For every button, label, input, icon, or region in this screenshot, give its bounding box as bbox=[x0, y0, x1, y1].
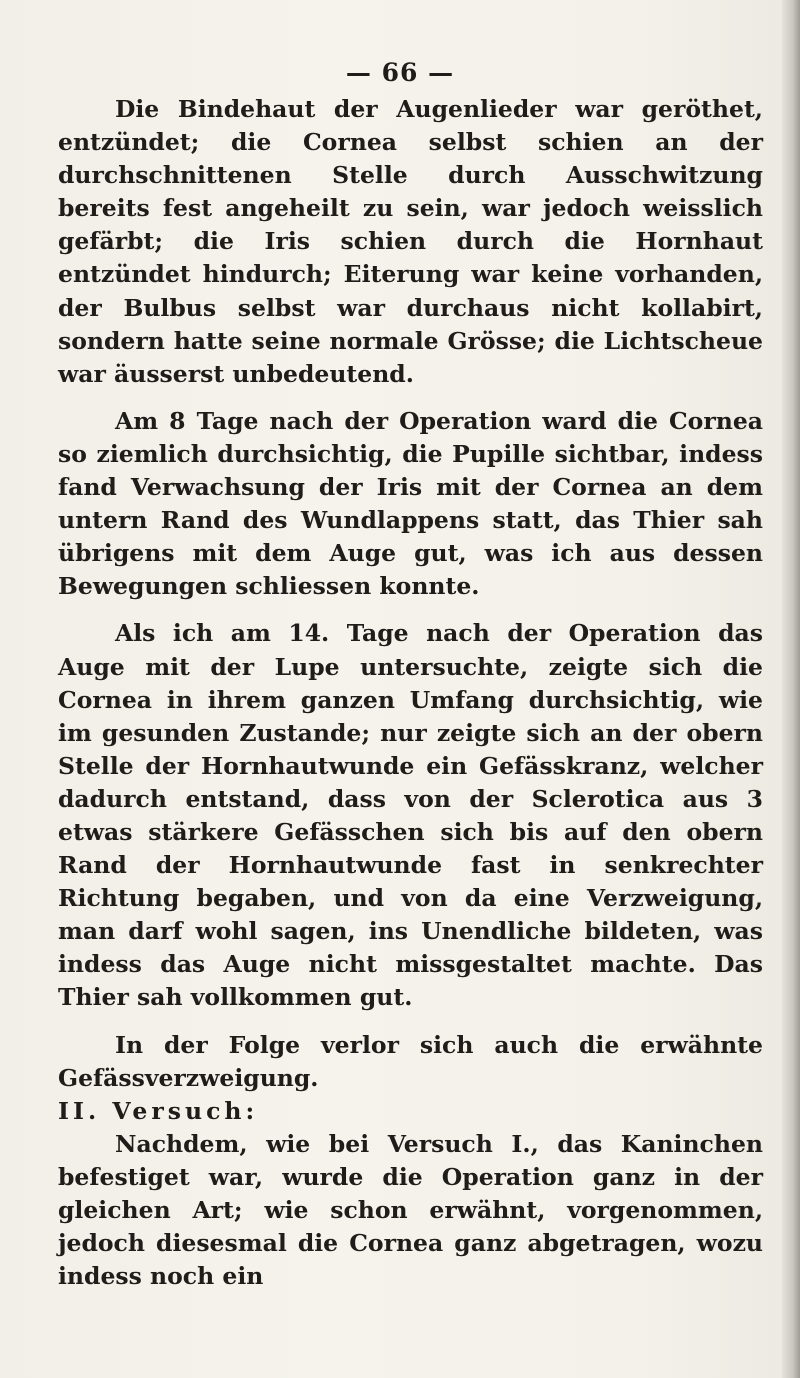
paragraph-day-14: Als ich am 14. Tage nach der Operation das Auge mit der Lupe untersuchte, zeigte sich die Cornea in ihrem ganzen Umfang durchsichtig, wie im gesunden Zustande; nur zeigte sich an der obern Stelle der Hornhautwunde ein Gefässkranz, welcher dadurch entstand, dass von der Sclerotica aus 3 etwas stärkere Gefässchen sich bis auf den obern Rand der Hornhautwunde fast in senkrechter Richtung begaben, und von da eine Verzweigung, man darf wohl sagen, ins Unendliche bildeten, was indess das Auge nicht missgestaltet machte. Das Thier sah vollkommen gut. bbox=[58, 619, 763, 1012]
body-text bbox=[58, 93, 763, 1293]
paragraph-experiment-2: Nachdem, wie bei Versuch I., das Kaninchen befestiget war, wurde die Operation ganz in der gleichen Art; wie schon erwähnt, vorgenommen, jedoch diesesmal die Cornea ganz abgetragen, wozu indess noch ein bbox=[58, 1129, 763, 1291]
paragraph-day-8: Am 8 Tage nach der Operation ward die Cornea so ziemlich durchsichtig, die Pupille sichtbar, indess fand Verwachsung der Iris mit der Cornea an dem untern Rand des Wundlappens statt, das Thier sah übrigens mit dem Auge gut, was ich aus dessen Bewegungen schliessen konnte. bbox=[58, 406, 763, 601]
section-heading: II. Versuch: bbox=[58, 1096, 259, 1125]
page-edge-shadow bbox=[782, 0, 800, 1378]
page-number: — 66 — bbox=[345, 58, 455, 87]
paragraph-later: In der Folge verlor sich auch die erwähnte Gefässverzweigung. bbox=[58, 1030, 763, 1092]
paragraph-conjunctiva: Die Bindehaut der Augenlieder war geröthet, entzündet; die Cornea selbst schien an der durchschnittenen Stelle durch Ausschwitzung bereits fest angeheilt zu sein, war jedoch weisslich gefärbt; die Iris schien durch die Hornhaut entzündet hindurch; Eiterung war keine vorhanden, der Bulbus selbst war durchaus nicht kollabirt, sondern hatte seine normale Grösse; die Lichtscheue war äusserst unbedeutend. bbox=[58, 95, 763, 388]
